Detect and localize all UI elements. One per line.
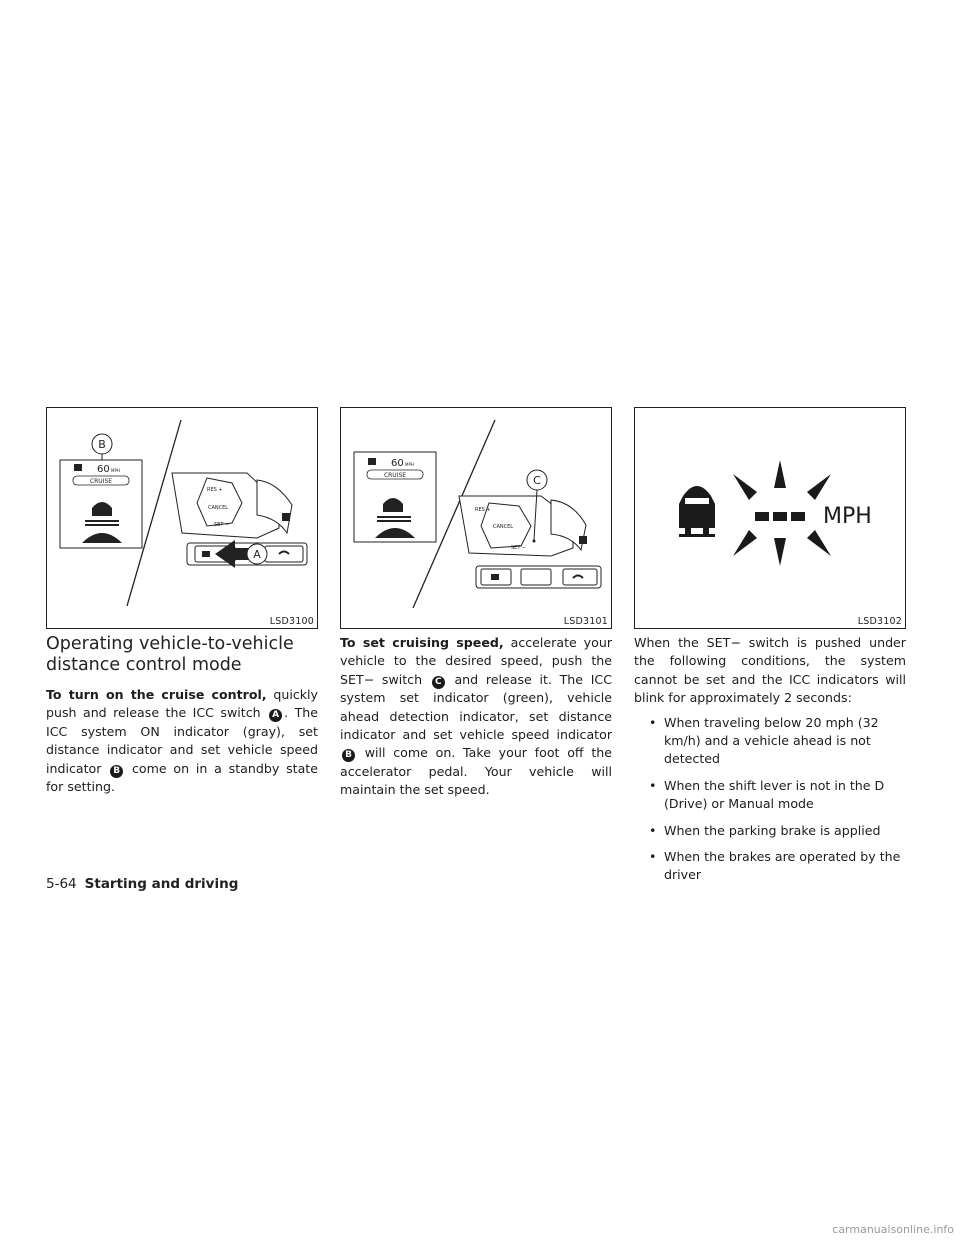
res-label: RES + (475, 507, 491, 513)
lead-text: To set cruising speed, (340, 635, 504, 650)
body-text: will come on. Take your foot off the accelerator pedal. Your vehicle will maintain the set speed. (340, 745, 612, 798)
figure-set-switch-drawing (341, 408, 611, 628)
set-speed-value: 60 (97, 464, 110, 475)
figure-icc-switch-drawing (47, 408, 317, 628)
callout-c: C (533, 474, 541, 487)
ref-b: B (342, 749, 355, 762)
set-label: SET − (214, 522, 230, 528)
watermark: carmanualsonline.info (832, 1223, 954, 1236)
figure-code: LSD3100 (269, 616, 314, 627)
section-heading: Operating vehicle-to-vehicle distance control mode (46, 634, 294, 675)
callout-b: B (98, 438, 106, 451)
set-speed-unit: MPH (111, 468, 120, 473)
body-text: and release it. The ICC system set indicator (green), vehicle ahead detection indicator, set distance indicator and set vehicle speed indicator (340, 671, 612, 743)
ref-b: B (110, 765, 123, 778)
column-3 (634, 634, 906, 893)
ref-a: A (269, 709, 282, 722)
figure-icc-switch (46, 407, 318, 629)
paragraph-turn-on (46, 686, 318, 796)
page-footer (46, 876, 238, 892)
page-number: 5-64 (46, 876, 77, 892)
paragraph-set-speed (340, 634, 612, 800)
list-item: • When the parking brake is applied (634, 822, 906, 840)
mph-label: MPH (823, 504, 872, 529)
cruise-label: CRUISE (383, 472, 407, 479)
set-label: SET − (511, 545, 527, 551)
set-speed-value: 60 (391, 458, 404, 469)
paragraph-conditions: When the SET− switch is pushed under the following conditions, the system cannot be set and the ICC indicators will blink for approximately 2 seconds: (634, 635, 906, 706)
column-1 (46, 634, 318, 796)
list-item: • When the shift lever is not in the D (Drive) or Manual mode (634, 777, 906, 814)
set-speed-unit: MPH (405, 462, 414, 467)
figure-set-switch (340, 407, 612, 629)
section-name: Starting and driving (84, 876, 239, 892)
conditions-list (634, 714, 906, 885)
figure-blinking-indicators (634, 407, 906, 629)
figure-code: LSD3102 (857, 616, 902, 627)
cancel-label: CANCEL (208, 505, 229, 511)
list-item: • When the brakes are operated by the driver (634, 848, 906, 885)
callout-a: A (253, 548, 261, 561)
cruise-label: CRUISE (89, 478, 113, 485)
body-text: quickly push and release the ICC switch (46, 687, 318, 721)
res-label: RES + (207, 487, 223, 493)
body-text: accelerate your vehicle to the desired speed, push the SET− switch (340, 635, 612, 687)
cancel-label: CANCEL (493, 524, 514, 530)
figure-code: LSD3101 (563, 616, 608, 627)
body-text: . The ICC system ON indicator (gray), set distance indicator and set vehicle speed indicator (46, 705, 319, 776)
lead-text: To turn on the cruise control, (46, 687, 267, 702)
list-item: • When traveling below 20 mph (32 km/h) and a vehicle ahead is not detected (634, 714, 906, 769)
body-text: come on in a standby state for setting. (46, 760, 318, 795)
figure-blinking-drawing (635, 408, 905, 628)
column-2 (340, 634, 612, 800)
ref-c: C (432, 676, 445, 689)
